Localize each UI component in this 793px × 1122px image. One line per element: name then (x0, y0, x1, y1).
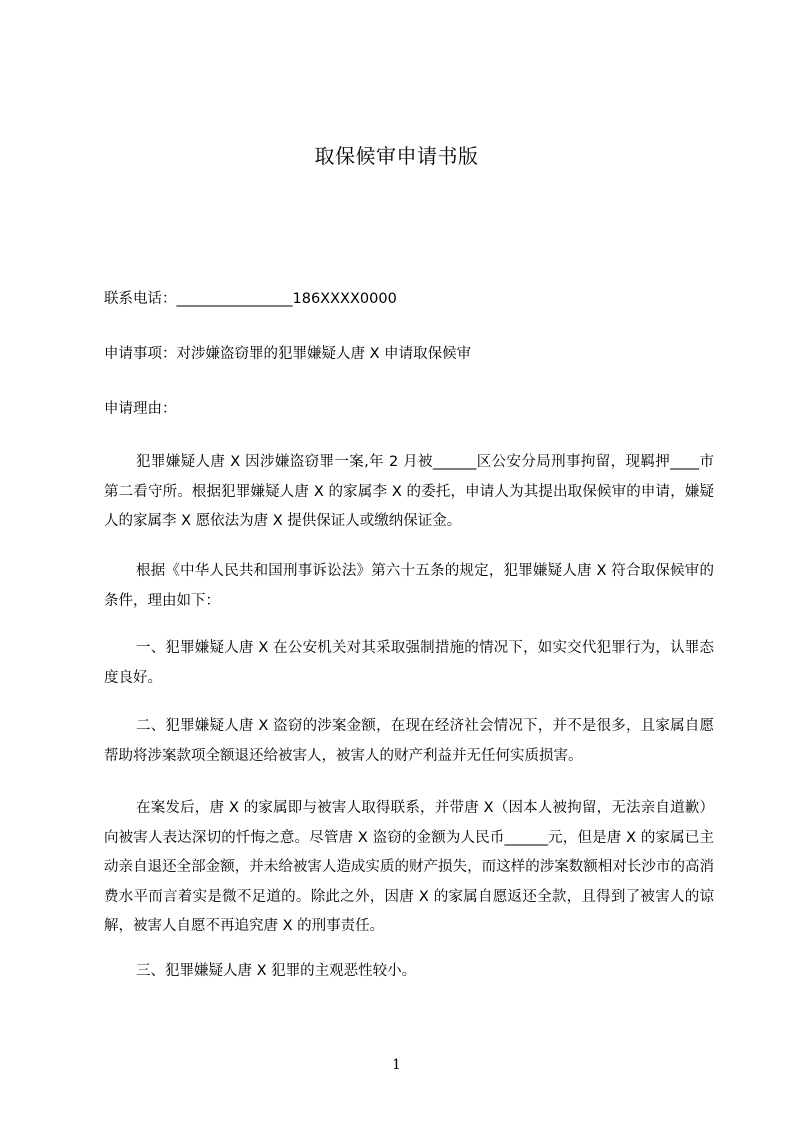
contact-phone-line: 联系电话：________________186XXXX0000 (104, 291, 397, 307)
paragraph-legal-basis: 根据《中华人民共和国刑事诉讼法》第六十五条的规定，犯罪嫌疑人唐 X 符合取保候审的条件，理由如下： (104, 563, 714, 609)
paragraph-reason-two: 二、犯罪嫌疑人唐 X 盗窃的涉案金额，在现在经济社会情况下，并不是很多，且家属自愿帮助将涉案款项全额退还给被害人，被害人的财产利益并无任何实质损害。 (104, 718, 714, 764)
page-number: 1 (392, 1057, 401, 1073)
paragraph-reason-one: 一、犯罪嫌疑人唐 X 在公安机关对其采取强制措施的情况下，如实交代犯罪行为，认罪态度良好。 (104, 640, 714, 686)
document-title: 取保候审申请书版 (314, 144, 479, 168)
application-reason-label: 申请理由： (104, 401, 177, 417)
paragraph-reason-three: 三、犯罪嫌疑人唐 X 犯罪的主观恶性较小。 (136, 963, 417, 979)
application-matter-line: 申请事项：对涉嫌盗窃罪的犯罪嫌疑人唐 X 申请取保候审 (104, 346, 472, 362)
paragraph-case-background: 犯罪嫌疑人唐 X 因涉嫌盗窃罪一案,年 2 月被______区公安分局刑事拘留，现羁押____市第二看守所。根据犯罪嫌疑人唐 X 的家属李 X 的委托，申请人为其提出取保候审的申请，嫌疑人的家属李 X 愿依法为唐 X 提供保证人或缴纳保证金。 (104, 454, 714, 529)
paragraph-restitution: 在案发后，唐 X 的家属即与被害人取得联系，并带唐 X（因本人被拘留，无法亲自道歉）向被害人表达深切的忏悔之意。尽管唐 X 盗窃的金额为人民币______元，但是唐 X 的家属已主动亲自退还全部金额，并未给被害人造成实质的财产损失，而这样的涉案数额相对长沙市的高消费水平而言着实是微不足道的。除此之外，因唐 X 的家属自愿返还全款，且得到了被害人的谅解，被害人自愿不再追究唐 X 的刑事责任。 (104, 800, 714, 934)
